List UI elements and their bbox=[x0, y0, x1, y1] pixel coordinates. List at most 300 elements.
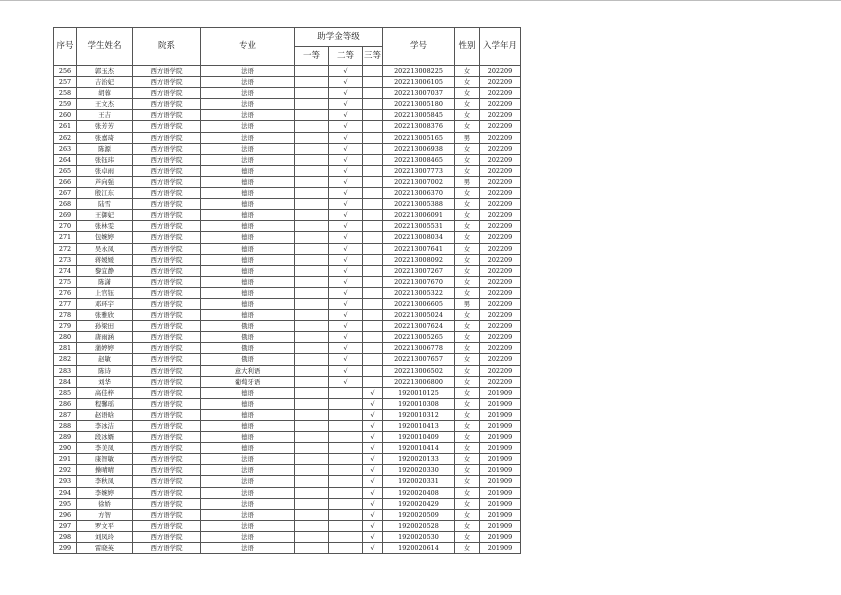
cell-enroll: 202209 bbox=[480, 176, 521, 187]
cell-level3 bbox=[363, 188, 383, 199]
cell-gender: 女 bbox=[455, 432, 480, 443]
cell-seq: 274 bbox=[54, 265, 77, 276]
cell-college: 西方语学院 bbox=[133, 210, 201, 221]
cell-level1 bbox=[295, 88, 329, 99]
cell-level2 bbox=[329, 509, 363, 520]
cell-college: 西方语学院 bbox=[133, 121, 201, 132]
cell-college: 西方语学院 bbox=[133, 443, 201, 454]
cell-enroll: 201909 bbox=[480, 443, 521, 454]
cell-level1 bbox=[295, 398, 329, 409]
cell-major: 意大利语 bbox=[201, 365, 295, 376]
cell-major: 法语 bbox=[201, 110, 295, 121]
cell-gender: 女 bbox=[455, 243, 480, 254]
cell-level3 bbox=[363, 221, 383, 232]
cell-level2: √ bbox=[329, 199, 363, 210]
cell-student-id: 202213007624 bbox=[383, 321, 455, 332]
cell-level1 bbox=[295, 66, 329, 77]
cell-level3: √ bbox=[363, 476, 383, 487]
cell-enroll: 202209 bbox=[480, 188, 521, 199]
cell-college: 西方语学院 bbox=[133, 232, 201, 243]
cell-level2: √ bbox=[329, 232, 363, 243]
cell-level1 bbox=[295, 243, 329, 254]
cell-level1 bbox=[295, 365, 329, 376]
cell-gender: 男 bbox=[455, 132, 480, 143]
cell-level1 bbox=[295, 332, 329, 343]
cell-college: 西方语学院 bbox=[133, 287, 201, 298]
cell-name: 李冰洁 bbox=[77, 421, 133, 432]
cell-level1 bbox=[295, 487, 329, 498]
cell-enroll: 202209 bbox=[480, 276, 521, 287]
cell-major: 德语 bbox=[201, 443, 295, 454]
cell-college: 西方语学院 bbox=[133, 110, 201, 121]
cell-level3: √ bbox=[363, 487, 383, 498]
cell-seq: 299 bbox=[54, 543, 77, 554]
cell-major: 德语 bbox=[201, 298, 295, 309]
cell-enroll: 201909 bbox=[480, 476, 521, 487]
cell-level2: √ bbox=[329, 221, 363, 232]
cell-level3 bbox=[363, 343, 383, 354]
cell-seq: 260 bbox=[54, 110, 77, 121]
cell-level2: √ bbox=[329, 365, 363, 376]
cell-gender: 男 bbox=[455, 176, 480, 187]
cell-level3 bbox=[363, 310, 383, 321]
cell-level2 bbox=[329, 498, 363, 509]
cell-college: 西方语学院 bbox=[133, 343, 201, 354]
cell-level2: √ bbox=[329, 77, 363, 88]
cell-enroll: 201909 bbox=[480, 543, 521, 554]
cell-name: 胡蓉 bbox=[77, 88, 133, 99]
cell-level2: √ bbox=[329, 121, 363, 132]
cell-college: 西方语学院 bbox=[133, 421, 201, 432]
cell-name: 方智 bbox=[77, 509, 133, 520]
cell-student-id: 202213006800 bbox=[383, 376, 455, 387]
cell-enroll: 202209 bbox=[480, 132, 521, 143]
cell-college: 西方语学院 bbox=[133, 409, 201, 420]
cell-major: 俄语 bbox=[201, 332, 295, 343]
cell-gender: 女 bbox=[455, 520, 480, 531]
cell-name: 徐娇 bbox=[77, 498, 133, 509]
page-top-border bbox=[0, 0, 841, 1]
cell-student-id: 1920010125 bbox=[383, 387, 455, 398]
cell-gender: 女 bbox=[455, 543, 480, 554]
cell-level2 bbox=[329, 487, 363, 498]
cell-major: 德语 bbox=[201, 287, 295, 298]
cell-name: 赵敏 bbox=[77, 354, 133, 365]
cell-college: 西方语学院 bbox=[133, 298, 201, 309]
cell-college: 西方语学院 bbox=[133, 154, 201, 165]
cell-major: 法语 bbox=[201, 66, 295, 77]
cell-seq: 281 bbox=[54, 343, 77, 354]
cell-student-id: 202213006938 bbox=[383, 143, 455, 154]
cell-level1 bbox=[295, 409, 329, 420]
cell-gender: 女 bbox=[455, 210, 480, 221]
cell-major: 德语 bbox=[201, 176, 295, 187]
cell-enroll: 202209 bbox=[480, 210, 521, 221]
cell-seq: 273 bbox=[54, 254, 77, 265]
table-row bbox=[54, 465, 521, 476]
cell-major: 葡萄牙语 bbox=[201, 376, 295, 387]
cell-level3 bbox=[363, 232, 383, 243]
cell-seq: 284 bbox=[54, 376, 77, 387]
cell-level2: √ bbox=[329, 165, 363, 176]
cell-level1 bbox=[295, 343, 329, 354]
cell-level3: √ bbox=[363, 465, 383, 476]
cell-college: 西方语学院 bbox=[133, 143, 201, 154]
cell-level1 bbox=[295, 221, 329, 232]
table-row bbox=[54, 143, 521, 154]
cell-student-id: 1920020530 bbox=[383, 531, 455, 542]
cell-major: 德语 bbox=[201, 432, 295, 443]
cell-student-id: 202213007641 bbox=[383, 243, 455, 254]
header-major: 专业 bbox=[201, 28, 295, 66]
cell-name: 王文杰 bbox=[77, 99, 133, 110]
cell-enroll: 202209 bbox=[480, 99, 521, 110]
cell-college: 西方语学院 bbox=[133, 498, 201, 509]
cell-major: 法语 bbox=[201, 465, 295, 476]
table-row bbox=[54, 176, 521, 187]
cell-name: 张芳芳 bbox=[77, 121, 133, 132]
cell-level3: √ bbox=[363, 443, 383, 454]
cell-name: 黎宜静 bbox=[77, 265, 133, 276]
cell-major: 法语 bbox=[201, 531, 295, 542]
table-row bbox=[54, 66, 521, 77]
cell-enroll: 202209 bbox=[480, 310, 521, 321]
cell-name: 张雅欣 bbox=[77, 310, 133, 321]
cell-gender: 女 bbox=[455, 343, 480, 354]
cell-name: 刘凤玲 bbox=[77, 531, 133, 542]
cell-student-id: 202213008225 bbox=[383, 66, 455, 77]
cell-seq: 258 bbox=[54, 88, 77, 99]
cell-gender: 女 bbox=[455, 188, 480, 199]
cell-level1 bbox=[295, 520, 329, 531]
cell-major: 德语 bbox=[201, 265, 295, 276]
cell-level2: √ bbox=[329, 298, 363, 309]
cell-enroll: 202209 bbox=[480, 343, 521, 354]
cell-name: 郭玉杰 bbox=[77, 66, 133, 77]
cell-name: 康智敏 bbox=[77, 454, 133, 465]
table-row bbox=[54, 88, 521, 99]
table-row bbox=[54, 498, 521, 509]
cell-level3 bbox=[363, 99, 383, 110]
cell-name: 操晴晴 bbox=[77, 465, 133, 476]
table-header bbox=[54, 28, 521, 66]
cell-level3: √ bbox=[363, 509, 383, 520]
cell-enroll: 202209 bbox=[480, 365, 521, 376]
cell-student-id: 202213006091 bbox=[383, 210, 455, 221]
cell-level3: √ bbox=[363, 398, 383, 409]
cell-enroll: 201909 bbox=[480, 531, 521, 542]
cell-seq: 298 bbox=[54, 531, 77, 542]
cell-seq: 268 bbox=[54, 199, 77, 210]
cell-level3: √ bbox=[363, 387, 383, 398]
cell-level1 bbox=[295, 531, 329, 542]
cell-enroll: 202209 bbox=[480, 110, 521, 121]
cell-level2 bbox=[329, 409, 363, 420]
cell-college: 西方语学院 bbox=[133, 221, 201, 232]
cell-level1 bbox=[295, 321, 329, 332]
cell-gender: 女 bbox=[455, 265, 480, 276]
cell-student-id: 1920010308 bbox=[383, 398, 455, 409]
cell-gender: 女 bbox=[455, 232, 480, 243]
cell-student-id: 202213006502 bbox=[383, 365, 455, 376]
table-row bbox=[54, 221, 521, 232]
cell-gender: 女 bbox=[455, 99, 480, 110]
cell-level1 bbox=[295, 298, 329, 309]
cell-level3: √ bbox=[363, 520, 383, 531]
cell-gender: 女 bbox=[455, 454, 480, 465]
table-row bbox=[54, 321, 521, 332]
cell-level1 bbox=[295, 387, 329, 398]
cell-level1 bbox=[295, 376, 329, 387]
cell-level3: √ bbox=[363, 432, 383, 443]
cell-seq: 278 bbox=[54, 310, 77, 321]
cell-college: 西方语学院 bbox=[133, 165, 201, 176]
cell-enroll: 202209 bbox=[480, 243, 521, 254]
cell-level1 bbox=[295, 310, 329, 321]
cell-major: 俄语 bbox=[201, 354, 295, 365]
cell-level1 bbox=[295, 143, 329, 154]
header-grant-level: 助学金等级 bbox=[295, 28, 383, 47]
cell-level2: √ bbox=[329, 287, 363, 298]
table-row bbox=[54, 509, 521, 520]
cell-seq: 292 bbox=[54, 465, 77, 476]
cell-major: 法语 bbox=[201, 143, 295, 154]
cell-name: 陈源 bbox=[77, 143, 133, 154]
cell-college: 西方语学院 bbox=[133, 132, 201, 143]
cell-college: 西方语学院 bbox=[133, 77, 201, 88]
cell-gender: 女 bbox=[455, 509, 480, 520]
cell-seq: 289 bbox=[54, 432, 77, 443]
cell-enroll: 202209 bbox=[480, 321, 521, 332]
cell-gender: 女 bbox=[455, 199, 480, 210]
cell-level2 bbox=[329, 520, 363, 531]
cell-gender: 女 bbox=[455, 276, 480, 287]
table-row bbox=[54, 409, 521, 420]
table-row bbox=[54, 243, 521, 254]
cell-seq: 283 bbox=[54, 365, 77, 376]
cell-major: 德语 bbox=[201, 421, 295, 432]
cell-level3: √ bbox=[363, 531, 383, 542]
table-row bbox=[54, 343, 521, 354]
cell-major: 法语 bbox=[201, 543, 295, 554]
cell-student-id: 1920020614 bbox=[383, 543, 455, 554]
cell-major: 法语 bbox=[201, 454, 295, 465]
cell-level1 bbox=[295, 443, 329, 454]
cell-level3 bbox=[363, 265, 383, 276]
cell-gender: 女 bbox=[455, 143, 480, 154]
cell-seq: 277 bbox=[54, 298, 77, 309]
cell-name: 高佳梓 bbox=[77, 387, 133, 398]
cell-level2: √ bbox=[329, 88, 363, 99]
cell-name: 孙梁田 bbox=[77, 321, 133, 332]
cell-level3 bbox=[363, 210, 383, 221]
cell-college: 西方语学院 bbox=[133, 88, 201, 99]
cell-level1 bbox=[295, 199, 329, 210]
cell-level1 bbox=[295, 188, 329, 199]
cell-major: 法语 bbox=[201, 476, 295, 487]
cell-name: 罗文平 bbox=[77, 520, 133, 531]
cell-college: 西方语学院 bbox=[133, 454, 201, 465]
cell-major: 法语 bbox=[201, 132, 295, 143]
cell-level1 bbox=[295, 210, 329, 221]
cell-enroll: 201909 bbox=[480, 421, 521, 432]
cell-enroll: 202209 bbox=[480, 354, 521, 365]
cell-level2: √ bbox=[329, 310, 363, 321]
cell-level3 bbox=[363, 321, 383, 332]
cell-student-id: 202213008465 bbox=[383, 154, 455, 165]
cell-level1 bbox=[295, 276, 329, 287]
cell-college: 西方语学院 bbox=[133, 465, 201, 476]
cell-seq: 256 bbox=[54, 66, 77, 77]
cell-level2: √ bbox=[329, 176, 363, 187]
cell-level3 bbox=[363, 88, 383, 99]
cell-enroll: 202209 bbox=[480, 254, 521, 265]
cell-level1 bbox=[295, 476, 329, 487]
cell-level2 bbox=[329, 465, 363, 476]
cell-college: 西方语学院 bbox=[133, 243, 201, 254]
cell-name: 王御妃 bbox=[77, 210, 133, 221]
grant-table bbox=[53, 27, 521, 554]
cell-level2: √ bbox=[329, 354, 363, 365]
cell-student-id: 202213005180 bbox=[383, 99, 455, 110]
cell-student-id: 202213005265 bbox=[383, 332, 455, 343]
cell-enroll: 202209 bbox=[480, 66, 521, 77]
table-row bbox=[54, 188, 521, 199]
table-row bbox=[54, 365, 521, 376]
cell-level1 bbox=[295, 498, 329, 509]
table-row bbox=[54, 210, 521, 221]
cell-college: 西方语学院 bbox=[133, 188, 201, 199]
cell-level2: √ bbox=[329, 376, 363, 387]
cell-major: 法语 bbox=[201, 121, 295, 132]
cell-name: 吴永凤 bbox=[77, 243, 133, 254]
cell-enroll: 201909 bbox=[480, 498, 521, 509]
cell-student-id: 202213007037 bbox=[383, 88, 455, 99]
cell-level2: √ bbox=[329, 243, 363, 254]
cell-seq: 275 bbox=[54, 276, 77, 287]
cell-level2: √ bbox=[329, 143, 363, 154]
cell-gender: 女 bbox=[455, 398, 480, 409]
cell-gender: 女 bbox=[455, 154, 480, 165]
cell-student-id: 1920020509 bbox=[383, 509, 455, 520]
cell-level2 bbox=[329, 421, 363, 432]
cell-level1 bbox=[295, 287, 329, 298]
cell-major: 德语 bbox=[201, 398, 295, 409]
cell-seq: 296 bbox=[54, 509, 77, 520]
cell-level2: √ bbox=[329, 210, 363, 221]
table-row bbox=[54, 531, 521, 542]
cell-enroll: 201909 bbox=[480, 398, 521, 409]
cell-level3 bbox=[363, 199, 383, 210]
cell-student-id: 202213006605 bbox=[383, 298, 455, 309]
cell-gender: 女 bbox=[455, 387, 480, 398]
cell-enroll: 202209 bbox=[480, 88, 521, 99]
cell-student-id: 1920020528 bbox=[383, 520, 455, 531]
table-row bbox=[54, 398, 521, 409]
cell-level3 bbox=[363, 121, 383, 132]
cell-level3 bbox=[363, 276, 383, 287]
cell-level2 bbox=[329, 443, 363, 454]
cell-enroll: 201909 bbox=[480, 509, 521, 520]
cell-level1 bbox=[295, 121, 329, 132]
cell-gender: 女 bbox=[455, 365, 480, 376]
cell-level3 bbox=[363, 298, 383, 309]
cell-enroll: 201909 bbox=[480, 487, 521, 498]
cell-student-id: 202213008376 bbox=[383, 121, 455, 132]
cell-name: 唐雨涵 bbox=[77, 332, 133, 343]
cell-gender: 女 bbox=[455, 121, 480, 132]
cell-gender: 女 bbox=[455, 487, 480, 498]
table-row bbox=[54, 265, 521, 276]
cell-level1 bbox=[295, 110, 329, 121]
cell-major: 德语 bbox=[201, 387, 295, 398]
cell-level1 bbox=[295, 543, 329, 554]
cell-gender: 女 bbox=[455, 66, 480, 77]
cell-major: 德语 bbox=[201, 409, 295, 420]
cell-seq: 286 bbox=[54, 398, 77, 409]
cell-student-id: 202213005322 bbox=[383, 287, 455, 298]
cell-seq: 264 bbox=[54, 154, 77, 165]
cell-gender: 女 bbox=[455, 221, 480, 232]
cell-enroll: 201909 bbox=[480, 432, 521, 443]
cell-student-id: 202213005531 bbox=[383, 221, 455, 232]
cell-seq: 257 bbox=[54, 77, 77, 88]
cell-student-id: 1920020408 bbox=[383, 487, 455, 498]
cell-level1 bbox=[295, 254, 329, 265]
cell-college: 西方语学院 bbox=[133, 509, 201, 520]
cell-major: 法语 bbox=[201, 88, 295, 99]
cell-name: 刘华 bbox=[77, 376, 133, 387]
cell-name: 李美凤 bbox=[77, 443, 133, 454]
cell-level2 bbox=[329, 432, 363, 443]
cell-name: 陆雪 bbox=[77, 199, 133, 210]
cell-major: 德语 bbox=[201, 221, 295, 232]
cell-level2: √ bbox=[329, 66, 363, 77]
cell-gender: 女 bbox=[455, 287, 480, 298]
cell-seq: 271 bbox=[54, 232, 77, 243]
cell-level3 bbox=[363, 154, 383, 165]
cell-college: 西方语学院 bbox=[133, 398, 201, 409]
cell-name: 上官钰 bbox=[77, 287, 133, 298]
cell-major: 德语 bbox=[201, 276, 295, 287]
cell-name: 张林雯 bbox=[77, 221, 133, 232]
cell-seq: 266 bbox=[54, 176, 77, 187]
cell-student-id: 1920020330 bbox=[383, 465, 455, 476]
cell-name: 李秋凤 bbox=[77, 476, 133, 487]
cell-seq: 295 bbox=[54, 498, 77, 509]
cell-seq: 262 bbox=[54, 132, 77, 143]
table-body bbox=[54, 66, 521, 554]
cell-enroll: 202209 bbox=[480, 232, 521, 243]
header-level1: 一等 bbox=[295, 47, 329, 66]
cell-level3 bbox=[363, 287, 383, 298]
cell-student-id: 202213005845 bbox=[383, 110, 455, 121]
cell-college: 西方语学院 bbox=[133, 176, 201, 187]
cell-level3 bbox=[363, 354, 383, 365]
cell-level3: √ bbox=[363, 498, 383, 509]
cell-level2: √ bbox=[329, 254, 363, 265]
cell-level2: √ bbox=[329, 321, 363, 332]
cell-level2: √ bbox=[329, 99, 363, 110]
cell-level3 bbox=[363, 132, 383, 143]
cell-enroll: 202209 bbox=[480, 77, 521, 88]
cell-level1 bbox=[295, 421, 329, 432]
cell-level1 bbox=[295, 154, 329, 165]
cell-level1 bbox=[295, 432, 329, 443]
cell-level1 bbox=[295, 176, 329, 187]
table-row bbox=[54, 376, 521, 387]
cell-level2: √ bbox=[329, 265, 363, 276]
